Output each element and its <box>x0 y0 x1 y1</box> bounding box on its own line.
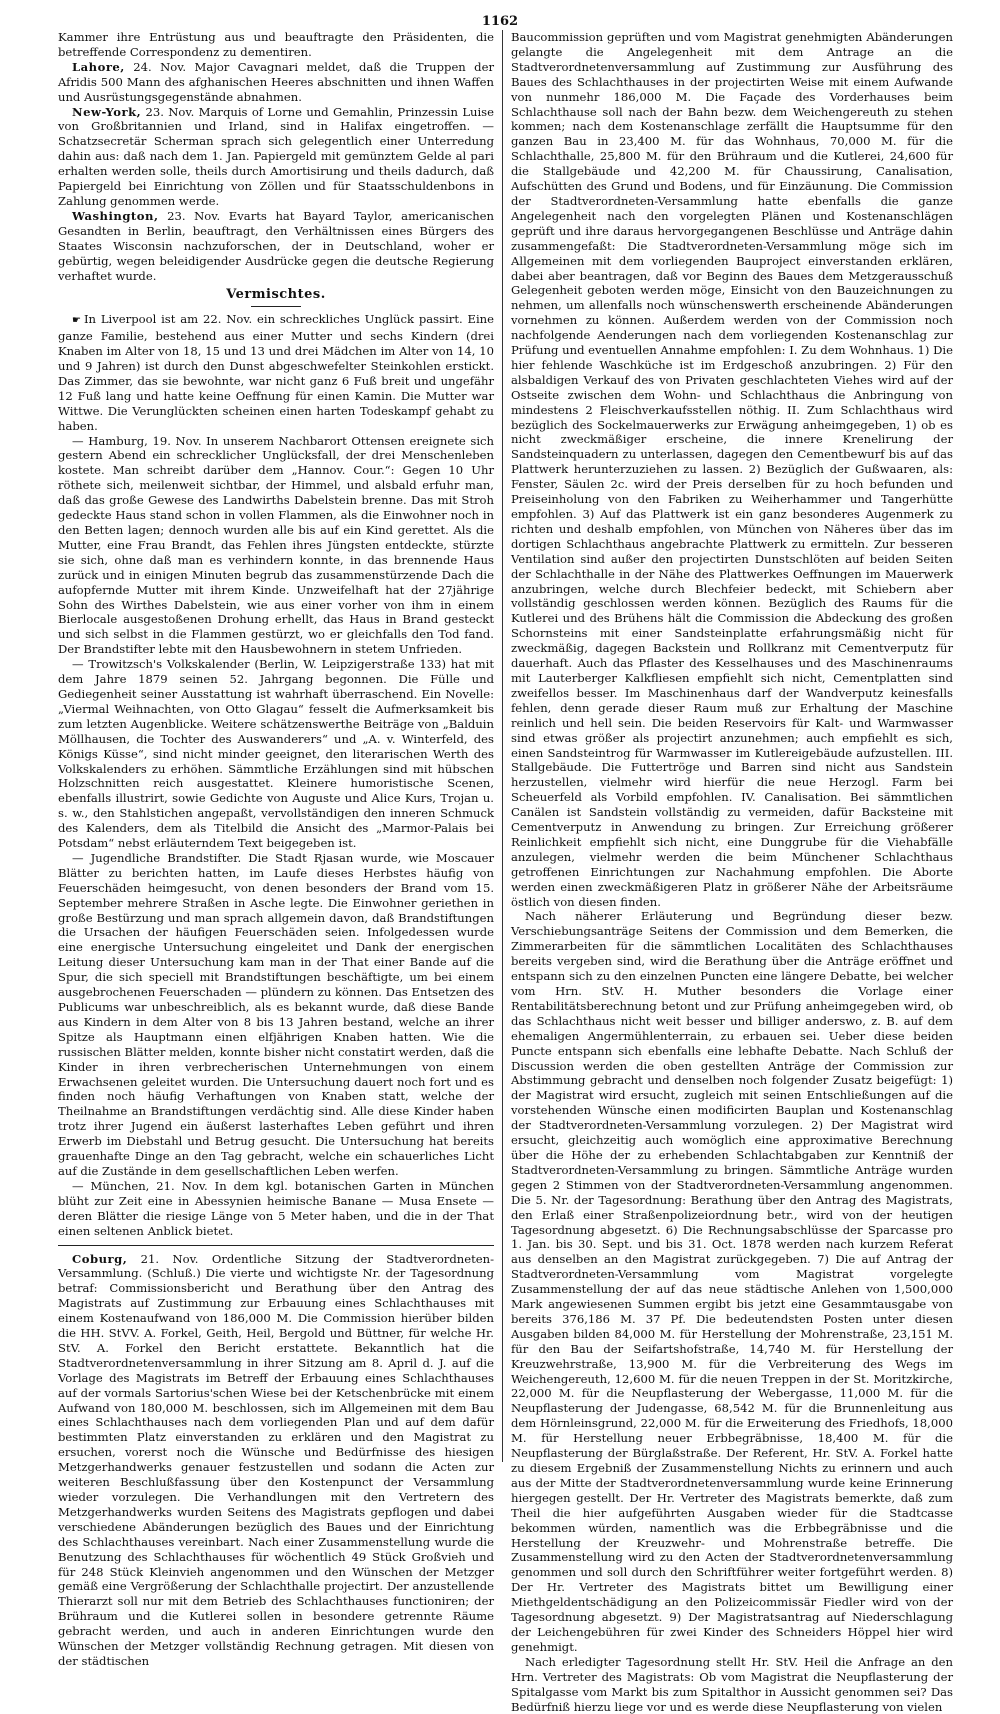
section-title-rule <box>251 306 301 307</box>
text-coburg: 21. Nov. Ordentliche Sitzung der Stadtverordneten-Versammlung. (Schluß.) Die vierte und wichtigste Nr. der Tagesordnung betraf: Commissionsbericht und Berathung über den Antrag des Magistrats auf Zustimmung zur Erbauung eines Schlachthauses mit einem Kostenaufwand von 186,000 M. Die Commission hierüber bilden die HH. StVV. A. Forkel, Geith, Heil, Bergold und Büttner, für welche Hr. StV. A. Forkel den Bericht erstattete. Bekanntlich hat die Stadtverordnetenversammlung in ihrer Sitzung am 8. April d. J. auf die Vorlage des Magistrats im Betreff der Erbauung eines Schlachthauses auf der vormals Sartorius'schen Wiese bei der Ketschenbrücke mit einem Aufwand von 180,000 M. beschlossen, sich im Allgemeinen mit dem Bau eines Schlachthauses nach dem vorliegenden Plan und auf dem dafür bestimmten Platz einverstanden zu erklären und den Magistrat zu ersuchen, vorerst noch die Wünsche und Bedürfnisse des hiesigen Metzgerhandwerks genauer festzustellen und sodann die Acten zur weiteren Beschlußfassung über den Kostenpunct der Versammlung wieder vorzulegen. Die Verhandlungen mit den Vertretern des Metzgerhandwerks wurden Seitens des Magistrats gepflogen und dabei verschiedene Abänderungen bezüglich des Baues und der Einrichtung des Schlachthauses vereinbart. Nach einer Zusammenstellung wurde die Benutzung des Schlachthauses für wöchentlich 49 Stück Großvieh und für 248 Stück Kleinvieh angenommen und den Wünschen der Metzger gemäß eine Vergrößerung der Schlachthalle projectirt. Der anzustellende Thierarzt soll nur mit dem Betrieb des Schlachthauses functioniren; der Brühraum und die Kutlerei sollen in besondere getrennte Räume gebracht werden, und auch in anderen Einrichtungen wurde den Wünschen der Metzger vollständig Rechnung getragen. Mit diesen von der städtischen <box>58 1251 494 1668</box>
dateline-new-york: New-York, <box>72 104 142 119</box>
dateline-lahore: Lahore, <box>72 59 125 74</box>
column-divider <box>502 30 503 1462</box>
pointing-hand-icon: ☛ <box>72 315 81 327</box>
left-column <box>58 30 494 1669</box>
dateline-coburg: Coburg, <box>72 1251 128 1266</box>
text-lahore: 24. Nov. Major Cavagnari meldet, daß die Truppen der Afridis 500 Mann des afghanischen Heeres abschnitten und ihnen Waffen und Ausrüstungsgegenstände abnahmen. <box>58 59 494 104</box>
paragraph-brandstifter: — Jugendliche Brandstifter. Die Stadt Rjasan wurde, wie Moscauer Blätter zu berichten hatten, im Laufe dieses Herbstes häufig von Feuerschäden heimgesucht, von denen besonders der Brand vom 15. September mehrere Straßen in Asche legte. Die Einwohner geriethen in große Bestürzung und man sprach allgemein davon, daß Brandstiftungen die Ursachen der häufigen Feuerschäden seien. Infolgedessen wurde eine energische Untersuchung eingeleitet und Dank der energischen Leitung dieser Untersuchung kam man in der That einer Bande auf die Spur, die sich speciell mit Brandstiftungen beschäftigte, um bei einem ausgebrochenen Feuerschaden — plündern zu können. Das Entsetzen des Publicums war unbeschreiblich, als es bekannt wurde, daß diese Bande aus Kindern in dem Alter von 8 bis 13 Jahren bestand, welche an ihrer Spitze als Hauptmann einen elfjährigen Knaben hatten. Wie die russischen Blätter melden, konnte bisher nicht constatirt werden, daß die Kinder in ihren verbrecherischen Unternehmungen von einem Erwachsenen geleitet wurden. Die Untersuchung dauert noch fort und es finden noch häufig Verhaftungen von Knaben statt, welche der Theilnahme an Brandstiftungen verdächtig sind. Alle diese Kinder haben trotz ihrer Jugend ein äußerst lasterhaftes Leben geführt und ihren Erwerb im Diebstahl und Betrug gesucht. Die Untersuchung hat bereits grauenhafte Dinge an den Tag gebracht, welche ein schauerliches Licht auf die Zustände in dem gesellschaftlichen Leben werfen. <box>58 850 494 1178</box>
paragraph-liverpool <box>58 312 494 433</box>
paragraph-lahore <box>58 60 494 105</box>
paragraph-erlaeuterung: Nach näherer Erläuterung und Begründung dieser bezw. Verschiebungsanträge Seitens der Commission und dem Bemerken, die Zimmerarbeiten für die sämmtlichen Localitäten des Schlachthauses bereits vergeben sind, wird die Berathung über die Anträge eröffnet und entspann sich zu den einzelnen Puncten eine längere Debatte, bei welcher vom Hrn. StV. H. Muther besonders die Vorlage einer Rentabilitätsberechnung betont und zur Prüfung anheimgegeben wird, ob das Schlachthaus nicht weit besser und billiger anderswo, z. B. auf dem ehemaligen Angermühlenterrain, zu erbauen sei. Ueber diese beiden Puncte entspann sich ebenfalls eine lebhafte Debatte. Nach Schluß der Discussion werden die oben gestellten Anträge der Commission zur Abstimmung gebracht und denselben noch folgender Zusatz beigefügt: 1) der Magistrat wird ersucht, zugleich mit seinen Entschließungen auf die vorstehenden Wünsche einen modificirten Bauplan und Kostenanschlag der Stadtverordneten-Versammlung vorzulegen. 2) Der Magistrat wird ersucht, gleichzeitig auch womöglich eine approximative Berechnung über die Höhe der zu erhebenden Schlachtabgaben zur Kenntniß der Stadtverordneten-Versammlung zu bringen. Sämmtliche Anträge wurden gegen 2 Stimmen von der Stadtverordneten-Versammlung angenommen. Die 5. Nr. der Tagesordnung: Berathung über den Antrag des Magistrats, den Erlaß einer Straßenpolizeiordnung betr., wird von der heutigen Tagesordnung abgesetzt. 6) Die Rechnungsabschlüsse der Sparcasse pro 1. Jan. bis 30. Sept. und bis 31. Oct. 1878 werden nach kurzem Referat aus denselben an den Magistrat zurückgegeben. 7) Die auf Antrag der Stadtverordneten-Versammlung vom Magistrat vorgelegte Zusammenstellung der auf das neue städtische Anlehen von 1,500,000 Mark angewiesenen Summen ergibt bis jetzt eine Gesammtausgabe von bereits 376,186 M. 37 Pf. Die bedeutendsten Posten unter diesen Ausgaben bilden 84,000 M. für Herstellung der Mohrenstraße, 23,151 M. für den Bau der Seifartshofstraße, 14,740 M. für Herstellung der Kreuzwehrstraße, 13,900 M. für die Verbreiterung des Wegs im Weichengereuth, 12,600 M. für die neuen Treppen in der St. Moritzkirche, 22,000 M. für die Neupflasterung der Webergasse, 11,000 M. für die Neupflasterung der Judengasse, 68,542 M. für die Brunnenleitung aus dem Hörnleinsgrund, 22,000 M. für die Erweiterung des Friedhofs, 18,000 M. für Herstellung neuer Erbbegräbnisse, 18,400 M. für die Neupflasterung der Bürglaßstraße. Der Referent, Hr. StV. A. Forkel hatte zu diesem Ergebniß der Zusammenstellung Nichts zu erinnern und auch aus der Mitte der Stadtverordnetenversammlung wurde keine Erinnerung hiergegen gestellt. Der Hr. Vertreter des Magistrats bemerkte, daß zum Theil die hier aufgeführten Ausgaben wieder für die Stadtcasse bekommen würden, namentlich was die Erbbegräbnisse und die Herstellung der Kreuzwehr- und Mohrenstraße betreffe. Die Zusammenstellung wird zu den Acten der Stadtverordnetenversammlung genommen und soll durch den Schriftführer weiter fortgeführt werden. 8) Der Hr. Vertreter des Magistrats bittet um Bewilligung einer Miethgeldentschädigung an den Polizeicommissär Fiedler wird von der Tagesordnung abgesetzt. 9) Der Magistratsantrag auf Niederschlagung der Leichengebühren für zwei Kinder des Schneiders Höppel hier wird genehmigt. <box>511 909 953 1654</box>
paragraph-anfrage: Nach erledigter Tagesordnung stellt Hr. StV. Heil die Anfrage an den Hrn. Vertreter des Magistrats: Ob vom Magistrat die Neupflasterung der Spitalgasse vom Markt bis zum Spitalthor in Aussicht genommen sei? Das Bedürfniß hierzu liege vor und es werde diese Neupflasterung von vielen <box>511 1654 953 1714</box>
text-washington: 23. Nov. Evarts hat Bayard Taylor, americanischen Gesandten in Berlin, beauftragt, den Verhältnissen eines Bürgers des Staates Wisconsin nachzuforschen, der in Deutschland, woher er gebürtig, wegen beleidigender Ausdrücke gegen die deutsche Regierung verhaftet wurde. <box>58 208 494 283</box>
paragraph-kammer: Kammer ihre Entrüstung aus und beauftragte den Präsidenten, die betreffende Correspondenz zu dementiren. <box>58 30 494 59</box>
paragraph-volkskalender: — Trowitzsch's Volkskalender (Berlin, W. Leipzigerstraße 133) hat mit dem Jahre 1879 seinen 52. Jahrgang begonnen. Die Fülle und Gediegenheit seiner Ausstattung ist wahrhaft überraschend. Ein Novelle: „Viermal Weihnachten, von Otto Glagau“ fesselt die Aufmerksamkeit bis zum letzten Augenblicke. Weitere schätzenswerthe Beiträge von „Balduin Möllhausen, die Tochter des Auswanderers“ und „A. v. Winterfeld, des Königs Küsse“, sind nicht minder geeignet, den literarischen Werth des Volkskalenders zu erhöhen. Sämmtliche Erzählungen sind mit hübschen Holzschnitten reich ausgestattet. Kleinere humoristische Scenen, ebenfalls illustrirt, sowie Gedichte von Auguste und Alice Kurs, Trojan u. s. w., den Stahlstichen angepaßt, vervollständigen den inneren Schmuck des Kalenders, dem als Titelbild die Ansicht des „Marmor-Palais bei Potsdam“ nebst erläuterndem Text beigegeben ist. <box>58 657 494 851</box>
section-title-vermischtes: Vermischtes. <box>226 287 326 303</box>
paragraph-coburg <box>58 1252 494 1669</box>
paragraph-muenchen: — München, 21. Nov. In dem kgl. botanischen Garten in München blüht zur Zeit eine in Abessynien heimische Banane — Musa Ensete — deren Blätter die riesige Länge von 5 Meter haben, und die in der That einen seltenen Anblick bietet. <box>58 1178 494 1238</box>
paragraph-hamburg: — Hamburg, 19. Nov. In unserem Nachbarort Ottensen ereignete sich gestern Abend ein schrecklicher Unglücksfall, der drei Menschenleben kostete. Man schreibt darüber dem „Hannov. Cour.“: Gegen 10 Uhr röthete sich, meilenweit sichtbar, der Himmel, und alsbald erfuhr man, daß das große Gewese des Landwirths Dabelstein brenne. Das mit Stroh gedeckte Haus stand schon in vollen Flammen, als die Einwohner noch in den Betten lagen; dennoch wurden alle bis auf ein Kind gerettet. Als die Mutter, eine Frau Brandt, das Fehlen ihres Jüngsten entdeckte, stürzte sie sich, ohne daß man es verhindern konnte, in das brennende Haus zurück und in einigen Minuten begrub das zusammenstürzende Dach die aufopfernde Mutter mit ihrem Kinde. Unzweifelhaft hat der 27jährige Sohn des Wirthes Dabelstein, wie aus einer vorher von ihm in einem Bierlocale ausgestoßenen Drohung erhellt, das Haus in Brand gesteckt und sich selbst in die Flammen gestürzt, wo er gleichfalls den Tod fand. Der Brandstifter lebte mit den Hausbewohnern in stetem Unfrieden. <box>58 433 494 657</box>
paragraph-new-york <box>58 105 494 209</box>
paragraph-washington <box>58 209 494 284</box>
right-column <box>511 30 953 1714</box>
text-liverpool: In Liverpool ist am 22. Nov. ein schreckliches Unglück passirt. Eine ganze Familie, bestehend aus einer Mutter und sechs Kindern (drei Knaben im Alter von 18, 15 und 13 und drei Mädchen im Alter von 14, 10 und 9 Jahren) ist durch den Dunst abgeschwefelter Steinkohlen erstickt. Das Zimmer, das sie bewohnte, war nicht ganz 6 Fuß breit und ungefähr 12 Fuß lang und hatte keine Oeffnung für einen Kamin. Die Mutter war Wittwe. Die Verunglückten scheinen einen harten Todeskampf gehabt zu haben. <box>58 312 494 433</box>
section-divider <box>58 1245 494 1246</box>
dateline-washington: Washington, <box>72 208 159 223</box>
text-new-york: 23. Nov. Marquis of Lorne und Gemahlin, Prinzessin Luise von Großbritannien und Irland, sind in Halifax eingetroffen. — Schatzsecretär Scherman sprach sich gelegentlich einer Unterredung dahin aus: daß nach dem 1. Jan. Papiergeld mit gemünztem Gelde al pari erhalten werden solle, theils durch Amortisirung und theils dadurch, daß Papiergeld bei Einrichtung von Zöllen und für Staatsschuldenbons in Zahlung genommen werde. <box>58 104 494 208</box>
paragraph-baucommission: Baucommission geprüften und vom Magistrat genehmigten Abänderungen gelangte die Angelegenheit mit dem Antrage an die Stadtverordnetenversammlung auf Zustimmung zur Ausführung des Baues des Schlachthauses in der projectirten Weise mit einem Aufwande von nunmehr 186,000 M. Die Façade des Vorderhauses beim Schlachthause soll nach der Bahn bezw. dem Weichengereuth zu stehen kommen; nach dem Kostenanschlage zerfällt die Hauptsumme für den ganzen Bau in 23,400 M. für das Wohnhaus, 70,000 M. für die Schlachthalle, 25,800 M. für den Brühraum und die Kutlerei, 24,600 für die Stallgebäude und 42,200 M. für Chaussirung, Canalisation, Aufschütten des Grund und Bodens, und für Einzäunung. Die Commission der Stadtverordneten-Versammlung hatte ebenfalls die ganze Angelegenheit nach den vorgelegten Plänen und Kostenanschlägen geprüft und ihre daraus hervorgegangenen Beschlüsse und Anträge dahin zusammengefaßt: Die Stadtverordneten-Versammlung möge sich im Allgemeinen mit dem vorliegenden Bauproject einverstanden erklären, dabei aber beantragen, daß vor Beginn des Baues dem Metzgerausschuß Gelegenheit geboten werden möge, Einsicht von den Bauzeichnungen zu nehmen, um allenfalls noch wünschenswerth erscheinende Abänderungen vornehmen zu können. Außerdem werden von der Commission noch nachfolgende Aenderungen nach dem vorliegenden Kostenanschlag zur Prüfung und eventuellen Annahme empfohlen: I. Zu dem Wohnhaus. 1) Die hier fehlende Waschküche ist im Erdgeschoß anzubringen. 2) Für den alsbaldigen Verkauf des von Privaten geschlachteten Viehes wird auf der Ostseite zwischen dem Wohn- und Schlachthaus die Anbringung von mindestens 2 Fleischverkaufsstellen nöthig. II. Zum Schlachthaus wird bezüglich des Sockelmauerwerks zur Erwägung anheimgegeben, 1) ob es nicht zweckmäßiger erscheine, die innere Krenelirung der Sandsteinquadern zu unterlassen, dagegen den Cementbewurf bis auf das Plattwerk herunterzuziehen zu lassen. 2) Bezüglich der Gußwaaren, als: Fenster, Säulen 2c. wird der Preis derselben für zu hoch befunden und Preiseinholung von den Fabriken zu Weiherhammer und Tangerhütte empfohlen. 3) Auf das Plattwerk ist ein ganz besonderes Augenmerk zu richten und deshalb empfohlen, von München von Näheres über das im dortigen Schlachthaus angebrachte Plattwerk zu ermitteln. Zur besseren Ventilation sind außer den projectirten Dunstschlöten auf beiden Seiten der Schlachthalle in der Nähe des Plattwerkes Oeffnungen im Mauerwerk anzubringen, welche durch Blechfeier bedeckt, mit Schiebern aber vollständig geschlossen werden können. Bezüglich des Raums für die Kutlerei und des Brühens hält die Commission die Abdeckung des großen Schornsteins mit einer Sandsteinplatte erfahrungsmäßig nicht für zweckmäßig, dagegen Backstein und Rollkranz mit Cementverputz für dauerhaft. Auch das Pflaster des Kesselhauses und des Maschinenraums mit Lauterberger Kalkfliesen empfiehlt sich nicht, Cementplatten sind zweifellos besser. Im Maschinenhaus darf der Wandverputz keinesfalls fehlen, denn gerade dieser Raum muß zur Erhaltung der Maschine reinlich und hell sein. Die beiden Reservoirs für Kalt- und Warmwasser sind etwas größer als projectirt anzunehmen; auch empfiehlt es sich, einen Sandsteintrog für Warmwasser im Kutlereigebäude aufzustellen. III. Stallgebäude. Die Futtertröge und Barren sind nicht aus Sandstein herzustellen, vielmehr wird hierfür die neue Herzogl. Farm bei Scheuerfeld als Vorbild empfohlen. IV. Canalisation. Bei sämmtlichen Canälen ist Sandstein vollständig zu vermeiden, dafür Backsteine mit Cementverputz in Anwendung zu bringen. Zur Erreichung größerer Reinlichkeit empfiehlt sich nicht, eine Dunggrube für die Viehabfälle anzulegen, vielmehr werden die beim Münchener Schlachthaus getroffenen Einrichtungen zur Nachahmung empfohlen. Die Aborte werden einen zweckmäßigeren Platz in größerer Nähe der Arbeitsräume östlich von diesen finden. <box>511 30 953 909</box>
page-number: 1162 <box>481 14 519 29</box>
